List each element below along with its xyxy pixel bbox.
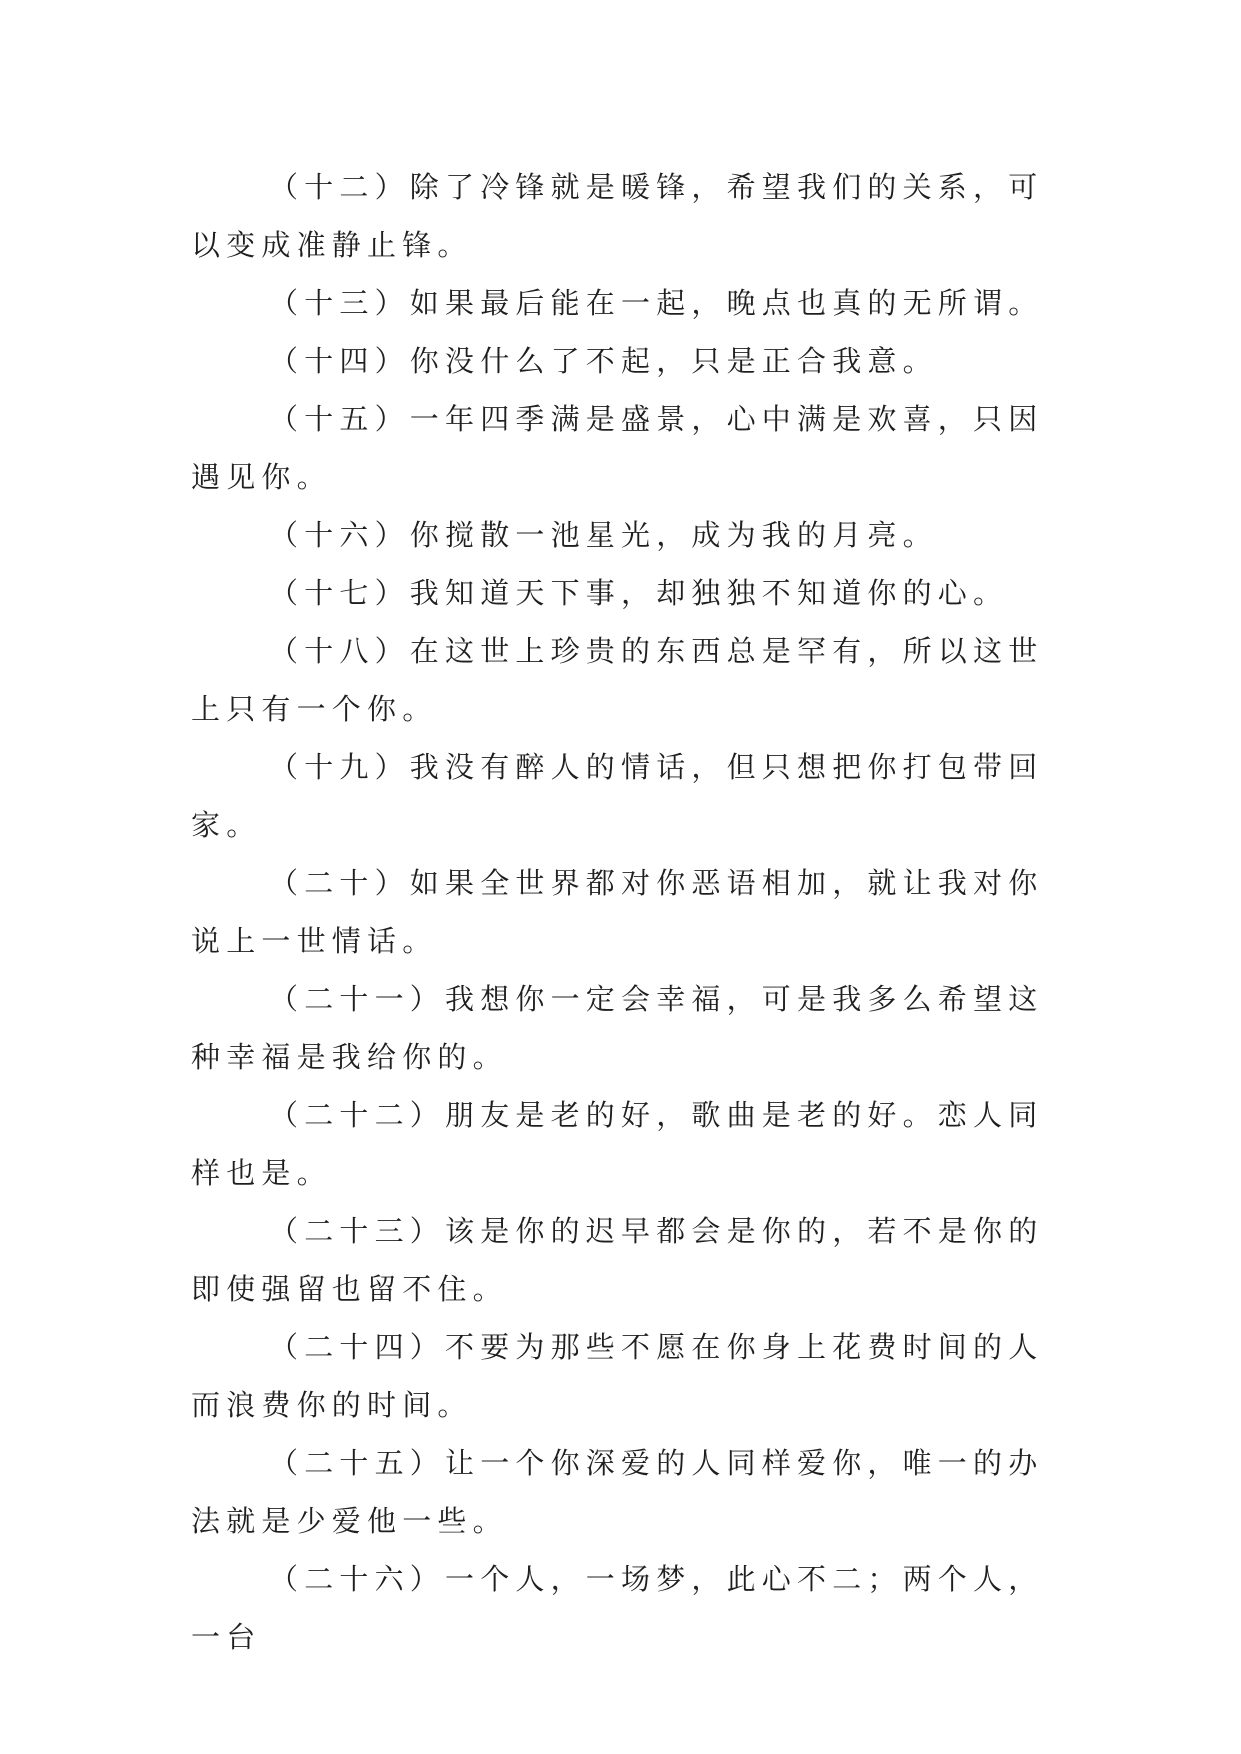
paragraph-20: （二十）如果全世界都对你恶语相加，就让我对你说上一世情话。 (191, 866, 1044, 958)
paragraph-19: （十九）我没有醉人的情话，但只想把你打包带回家。 (191, 750, 1044, 842)
paragraph-12: （十二）除了冷锋就是暖锋，希望我们的关系，可以变成准静止锋。 (191, 170, 1044, 262)
paragraph-18: （十八）在这世上珍贵的东西总是罕有，所以这世上只有一个你。 (191, 634, 1044, 726)
document-body (191, 158, 1051, 1666)
paragraph-13: （十三）如果最后能在一起，晚点也真的无所谓。 (269, 286, 1044, 320)
paragraph-24: （二十四）不要为那些不愿在你身上花费时间的人而浪费你的时间。 (191, 1330, 1044, 1422)
paragraph-17: （十七）我知道天下事，却独独不知道你的心。 (269, 576, 1009, 610)
paragraph-22: （二十二）朋友是老的好，歌曲是老的好。恋人同样也是。 (191, 1098, 1044, 1190)
paragraph-26: （二十六）一个人，一场梦，此心不二；两个人，一台 (191, 1562, 1044, 1654)
paragraph-16: （十六）你搅散一池星光，成为我的月亮。 (269, 518, 938, 552)
paragraph-21: （二十一）我想你一定会幸福，可是我多么希望这种幸福是我给你的。 (191, 982, 1044, 1074)
paragraph-14: （十四）你没什么了不起，只是正合我意。 (269, 344, 938, 378)
paragraph-25: （二十五）让一个你深爱的人同样爱你，唯一的办法就是少爱他一些。 (191, 1446, 1044, 1538)
paragraph-15: （十五）一年四季满是盛景，心中满是欢喜，只因遇见你。 (191, 402, 1044, 494)
paragraph-23: （二十三）该是你的迟早都会是你的，若不是你的即使强留也留不住。 (191, 1214, 1044, 1306)
